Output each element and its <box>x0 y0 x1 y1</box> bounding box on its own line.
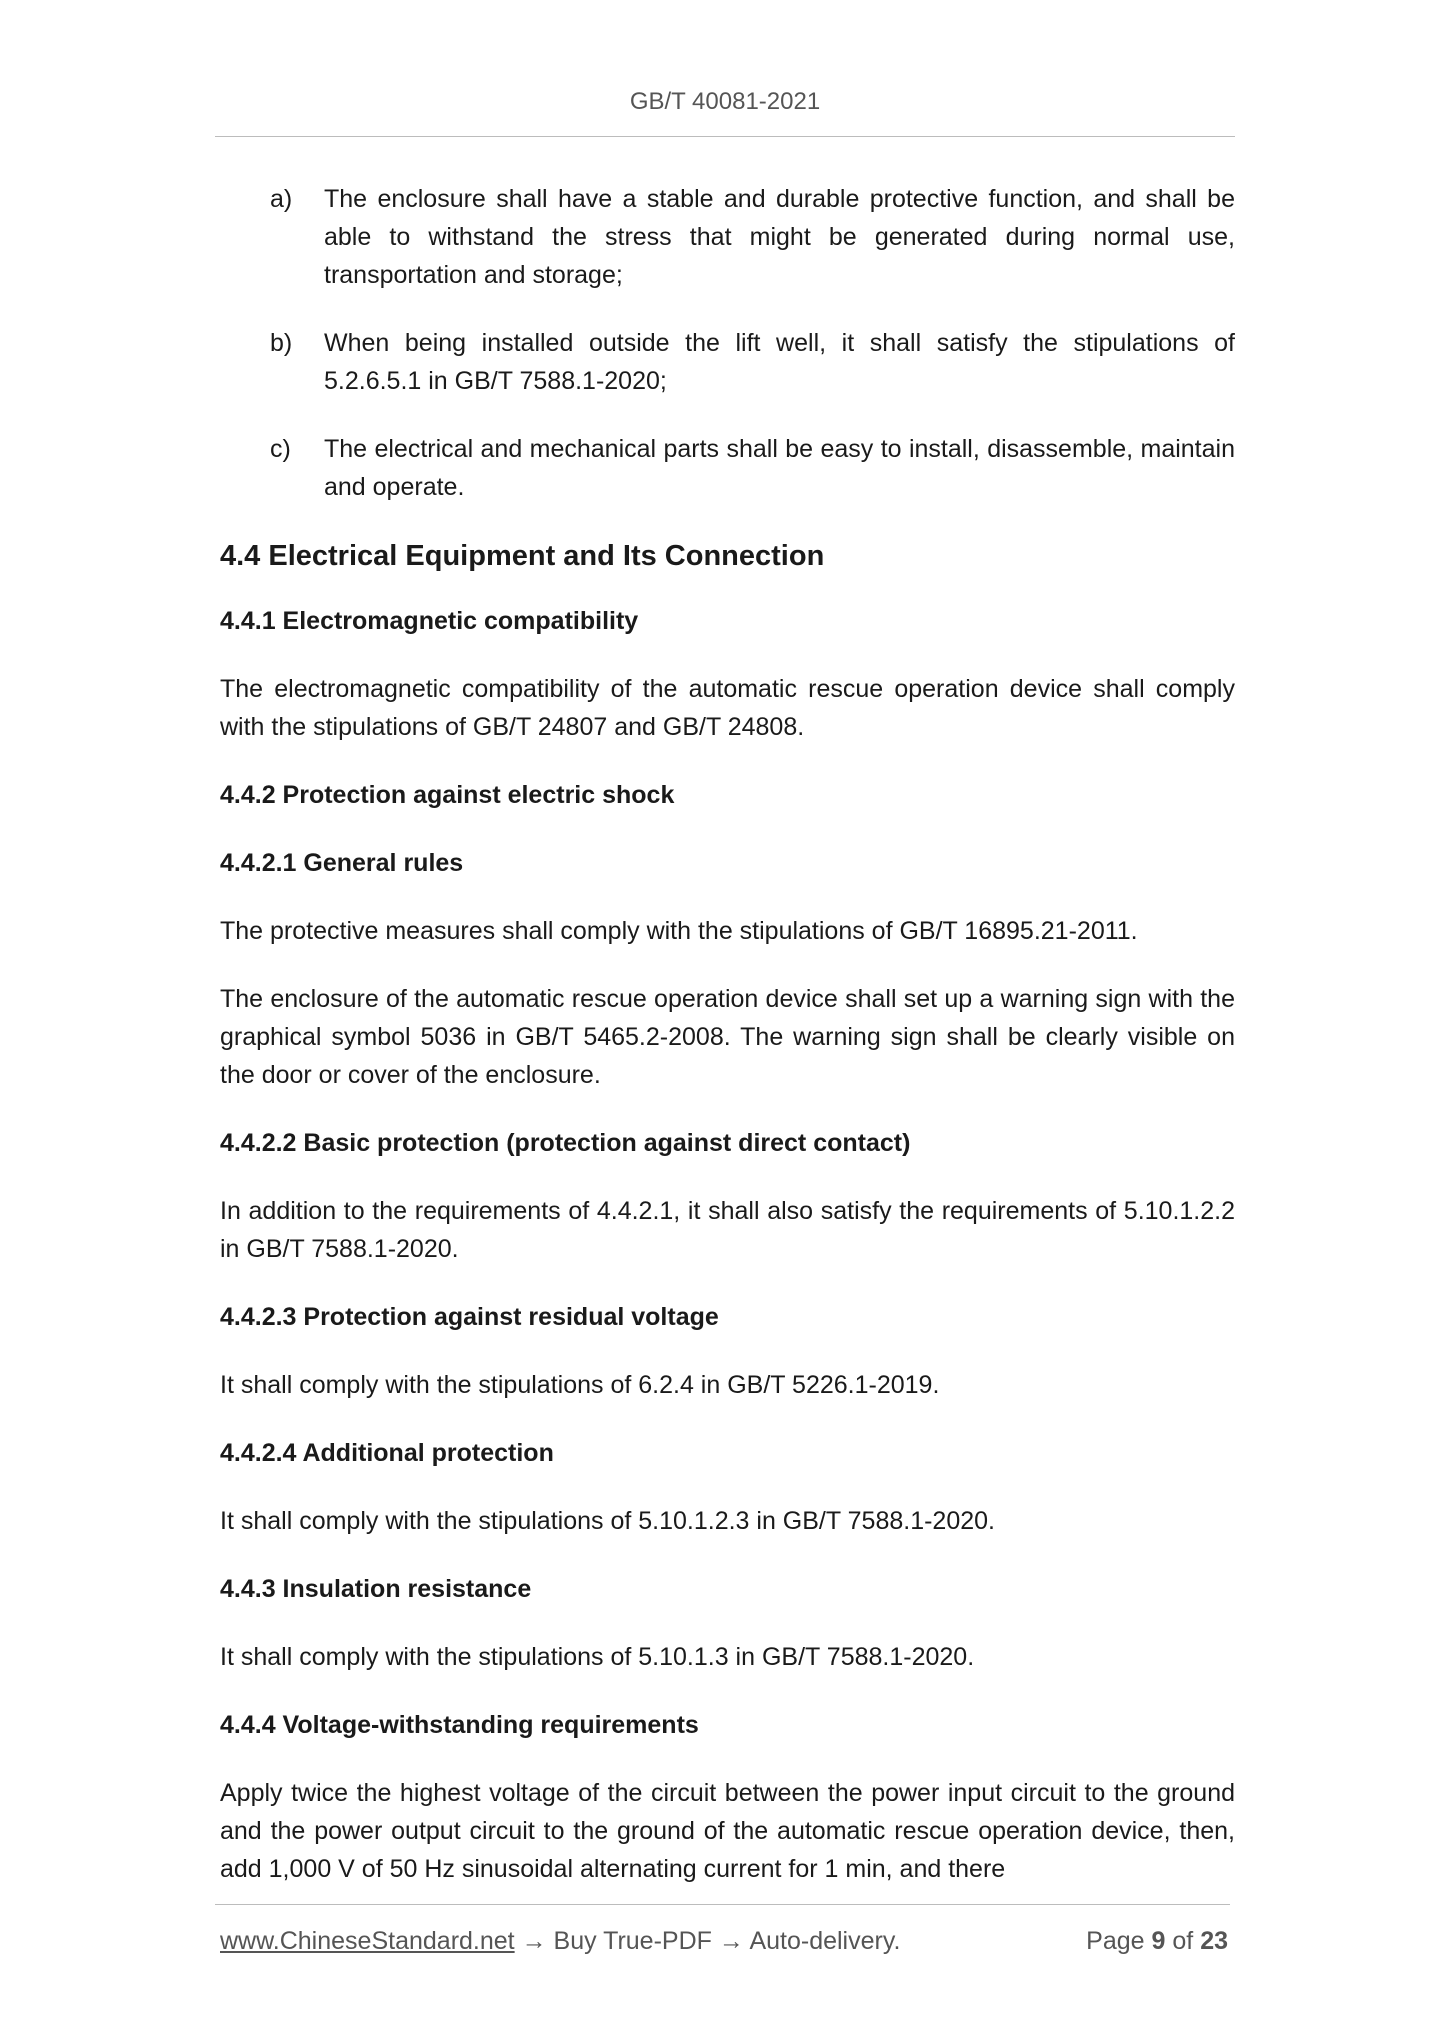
page-of-label: of <box>1172 1927 1194 1955</box>
arrow-right-icon: → <box>718 1927 744 1955</box>
list-marker: c) <box>270 435 291 463</box>
section-heading-4-4-3: 4.4.3 Insulation resistance <box>220 1575 532 1603</box>
header-divider <box>215 136 1235 137</box>
section-heading-4-4-2-3: 4.4.2.3 Protection against residual voltage <box>220 1303 719 1331</box>
list-text: The electrical and mechanical parts shall be easy to install, disassemble, maintain and operate. <box>324 435 1235 501</box>
list-item <box>220 180 1235 294</box>
section-heading-4-4-1: 4.4.1 Electromagnetic compatibility <box>220 607 639 635</box>
page-number: 9 <box>1151 1927 1166 1955</box>
section-text-4-4-2-1-a: The protective measures shall comply with the stipulations of GB/T 16895.21-2011. <box>220 917 1138 945</box>
list-text: The enclosure shall have a stable and durable protective function, and shall be able to withstand the stress that might be generated during normal use, transportation and storage; <box>324 185 1235 289</box>
section-heading-4-4: 4.4 Electrical Equipment and Its Connection <box>220 540 825 572</box>
section-heading-4-4-2: 4.4.2 Protection against electric shock <box>220 781 675 809</box>
section-text-4-4-4: Apply twice the highest voltage of the circuit between the power input circuit to the ground and the power output circuit to the ground of the automatic rescue operation device, then, add 1,000 V of 50 Hz sinusoidal alternating current for 1 min, and there <box>220 1779 1235 1883</box>
arrow-right-icon: → <box>521 1927 547 1955</box>
section-text-4-4-2-3: It shall comply with the stipulations of 6.2.4 in GB/T 5226.1-2019. <box>220 1371 940 1399</box>
page-footer <box>220 1922 1235 1960</box>
section-heading-4-4-2-2: 4.4.2.2 Basic protection (protection against direct contact) <box>220 1129 911 1157</box>
list-item <box>220 430 1235 506</box>
list-text: When being installed outside the lift well, it shall satisfy the stipulations of 5.2.6.5.1 in GB/T 7588.1-2020; <box>324 329 1235 395</box>
section-heading-4-4-4: 4.4.4 Voltage-withstanding requirements <box>220 1711 699 1739</box>
section-heading-4-4-2-1: 4.4.2.1 General rules <box>220 849 464 877</box>
footer-delivery-text: Auto-delivery. <box>749 1927 901 1955</box>
page-label: Page <box>1086 1927 1145 1955</box>
section-text-4-4-2-1-b: The enclosure of the automatic rescue operation device shall set up a warning sign with the graphical symbol 5036 in GB/T 5465.2-2008. The warning sign shall be clearly visible on the door or cover of the enclosure. <box>220 985 1235 1089</box>
section-text-4-4-1: The electromagnetic compatibility of the automatic rescue operation device shall comply with the stipulations of GB/T 24807 and GB/T 24808. <box>220 675 1235 741</box>
footer-buy-text: Buy True-PDF <box>553 1927 712 1955</box>
page-indicator <box>1086 1922 1228 1960</box>
page-header: GB/T 40081-2021 <box>629 88 821 115</box>
page-total: 23 <box>1200 1927 1228 1955</box>
section-text-4-4-2-4: It shall comply with the stipulations of 5.10.1.2.3 in GB/T 7588.1-2020. <box>220 1507 995 1535</box>
document-body <box>220 180 1235 1918</box>
list-item <box>220 324 1235 400</box>
section-heading-4-4-2-4: 4.4.2.4 Additional protection <box>220 1439 554 1467</box>
list-marker: b) <box>270 329 293 357</box>
list-marker: a) <box>270 185 293 213</box>
website-link[interactable]: www.ChineseStandard.net <box>220 1927 515 1955</box>
section-text-4-4-2-2: In addition to the requirements of 4.4.2.1, it shall also satisfy the requirements of 5.10.1.2.2 in GB/T 7588.1-2020. <box>220 1197 1235 1263</box>
footer-divider <box>215 1904 1230 1905</box>
section-text-4-4-3: It shall comply with the stipulations of 5.10.1.3 in GB/T 7588.1-2020. <box>220 1643 975 1671</box>
